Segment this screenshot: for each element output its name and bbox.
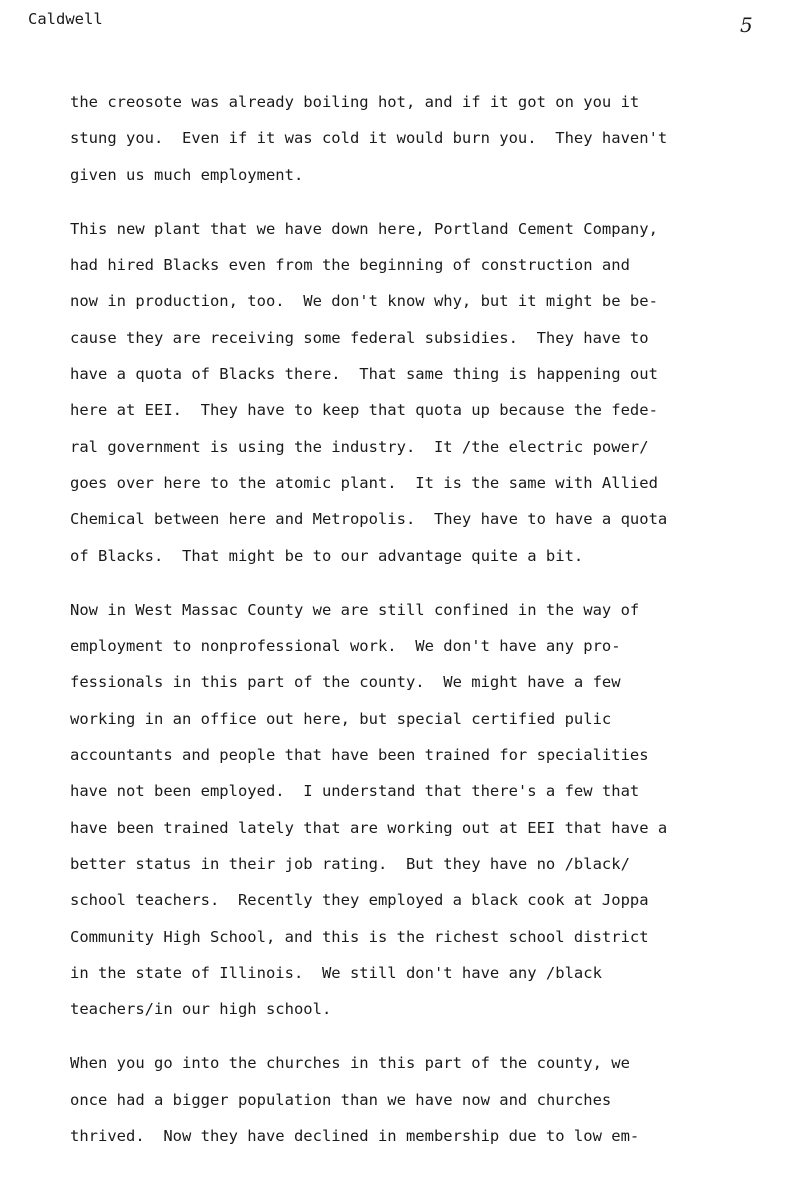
text-line: thrived. Now they have declined in membership due to low em- <box>70 1127 640 1146</box>
page-number: 5 <box>740 13 753 37</box>
text-line: given us much employment. <box>70 165 304 184</box>
text-line: have not been employed. I understand that there's a few that <box>70 782 640 801</box>
text-line: have been trained lately that are working out at EEI that have a <box>70 818 668 837</box>
paragraph <box>70 592 785 1028</box>
text-line: Chemical between here and Metropolis. They have to have a quota <box>70 510 668 529</box>
text-line: the creosote was already boiling hot, and if it got on you it <box>70 93 640 111</box>
text-line: stung you. Even if it was cold it would burn you. They haven't <box>70 129 668 148</box>
paragraph <box>70 211 785 574</box>
paragraph <box>70 1045 785 1154</box>
header-name: Caldwell <box>28 10 103 28</box>
text-line: teachers/in our high school. <box>70 1000 332 1019</box>
text-line: cause they are receiving some federal subsidies. They have to <box>70 328 649 347</box>
document-body <box>70 84 785 1172</box>
text-line: working in an office out here, but special certified pulic <box>70 709 612 728</box>
text-line: goes over here to the atomic plant. It is the same with Allied <box>70 473 658 492</box>
text-line: in the state of Illinois. We still don't have any /black <box>70 963 602 982</box>
text-line: Now in West Massac County we are still confined in the way of <box>70 600 640 619</box>
text-line: school teachers. Recently they employed a black cook at Joppa <box>70 891 649 910</box>
text-line: have a quota of Blacks there. That same thing is happening out <box>70 365 658 384</box>
text-line: of Blacks. That might be to our advantage quite a bit. <box>70 546 584 565</box>
text-line: employment to nonprofessional work. We don't have any pro- <box>70 637 621 656</box>
text-line: When you go into the churches in this part of the county, we <box>70 1054 630 1073</box>
text-line: here at EEI. They have to keep that quota up because the fede- <box>70 401 658 420</box>
text-line: now in production, too. We don't know why, but it might be be- <box>70 292 658 311</box>
text-line: once had a bigger population than we have now and churches <box>70 1090 612 1109</box>
text-line: better status in their job rating. But they have no /black/ <box>70 854 630 873</box>
text-line: accountants and people that have been trained for specialities <box>70 746 649 765</box>
text-line: had hired Blacks even from the beginning of construction and <box>70 256 630 275</box>
text-line: fessionals in this part of the county. We might have a few <box>70 673 621 692</box>
text-line: This new plant that we have down here, Portland Cement Company, <box>70 219 658 238</box>
paragraph <box>70 84 785 193</box>
text-line: Community High School, and this is the richest school district <box>70 927 649 946</box>
text-line: ral government is using the industry. It /the electric power/ <box>70 437 649 456</box>
